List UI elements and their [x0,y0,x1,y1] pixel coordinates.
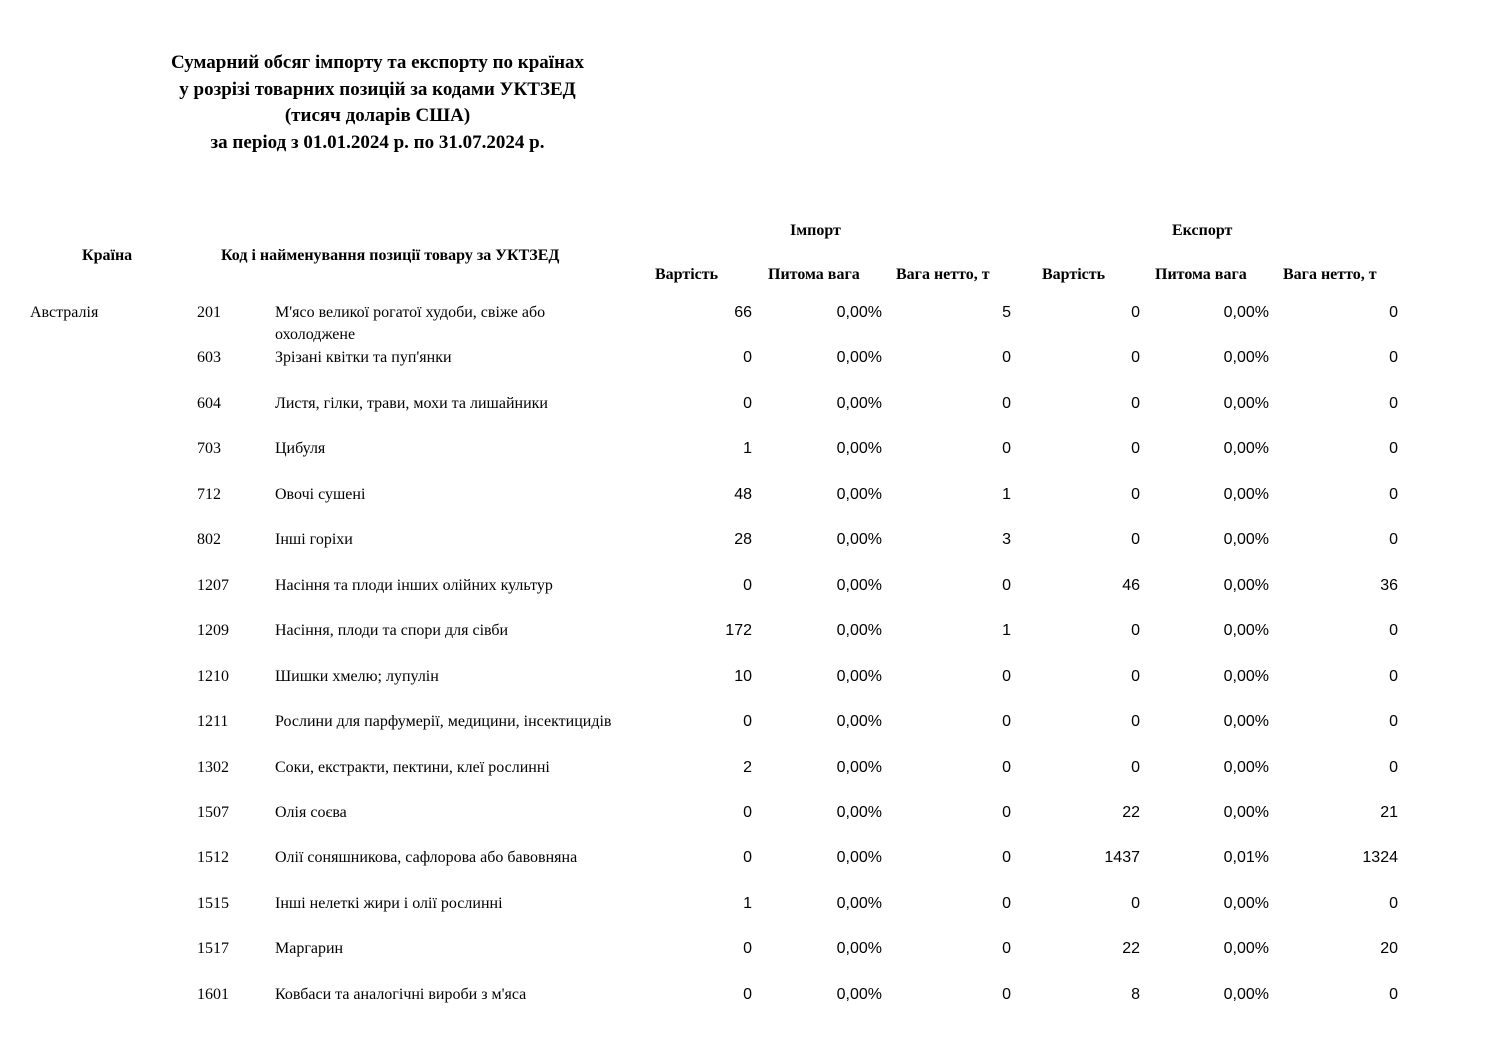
import-value-cell: 0 [743,713,752,731]
code-cell: 1211 [197,713,229,731]
export-weight-cell: 21 [1380,803,1398,821]
import-share-cell: 0,00% [836,985,882,1003]
product-name-cell: Олії соняшникова, сафлорова або бавовняна [275,849,578,867]
export-value-cell: 0 [1131,440,1140,458]
header-import-weight: Вага нетто, т [896,266,990,283]
import-weight-cell: 0 [1002,894,1011,912]
import-weight-cell: 0 [1002,803,1011,821]
export-share-cell: 0,00% [1223,349,1269,367]
title-line-4: за період з 01.01.2024 р. по 31.07.2024 р. [210,131,545,153]
export-value-cell: 0 [1131,758,1140,776]
import-share-cell: 0,00% [836,394,882,412]
export-share-cell: 0,00% [1223,985,1269,1003]
header-import: Імпорт [790,222,841,239]
import-weight-cell: 0 [1002,849,1011,867]
product-name-cell: Інші горіхи [275,531,353,549]
import-value-cell: 0 [743,394,752,412]
export-weight-cell: 0 [1389,440,1398,458]
export-weight-cell: 0 [1389,713,1398,731]
export-weight-cell: 0 [1389,531,1398,549]
title-line-3: (тисяч доларів США) [284,105,471,126]
import-weight-cell: 3 [1002,531,1011,549]
export-value-cell: 8 [1131,985,1140,1003]
product-name-cell: Листя, гілки, трави, мохи та лишайники [275,394,548,412]
export-value-cell: 0 [1131,304,1140,321]
code-cell: 703 [197,440,221,458]
import-share-cell: 0,00% [836,576,882,594]
import-weight-cell: 0 [1002,713,1011,731]
title-line-1: Сумарний обсяг імпорту та експорту по країнах [170,52,585,73]
product-name-cell: Олія соєва [275,803,347,821]
code-cell: 1507 [197,803,229,821]
product-name-cell: М'ясо великої рогатої худоби, свіже або охолоджене [275,304,546,343]
table-row [0,575,1497,620]
export-share-cell: 0,01% [1223,849,1269,867]
export-weight-cell: 0 [1389,758,1398,776]
import-value-cell: 2 [743,758,752,776]
export-weight-cell: 0 [1389,485,1398,503]
import-value-cell: 66 [734,304,752,321]
code-cell: 1302 [197,758,229,776]
import-share-cell: 0,00% [836,304,882,321]
table-row [0,529,1497,574]
import-share-cell: 0,00% [836,349,882,367]
export-share-cell: 0,00% [1223,485,1269,503]
export-value-cell: 0 [1131,713,1140,731]
code-cell: 1517 [197,940,229,958]
export-share-cell: 0,00% [1223,667,1269,685]
import-share-cell: 0,00% [836,849,882,867]
import-weight-cell: 0 [1002,440,1011,458]
code-cell: 604 [197,394,221,412]
import-weight-cell: 0 [1002,667,1011,685]
import-value-cell: 1 [743,894,752,912]
table-row [0,347,1497,392]
import-weight-cell: 0 [1002,940,1011,958]
product-name-cell: Насіння, плоди та спори для сівби [275,622,509,640]
code-cell: 1209 [197,622,229,640]
export-weight-cell: 20 [1380,940,1398,958]
product-name-cell: Насіння та плоди інших олійних культур [275,576,553,594]
product-name-cell: Ковбаси та аналогічні вироби з м'яса [275,985,527,1003]
export-share-cell: 0,00% [1223,758,1269,776]
import-share-cell: 0,00% [836,485,882,503]
code-cell: 1207 [197,576,229,594]
header-export-weight: Вага нетто, т [1283,266,1377,283]
import-value-cell: 172 [725,622,752,640]
product-name-cell: Інші нелеткі жири і олії рослинні [275,894,503,912]
export-share-cell: 0,00% [1223,440,1269,458]
export-share-cell: 0,00% [1223,894,1269,912]
export-weight-cell: 36 [1380,576,1398,594]
export-share-cell: 0,00% [1223,713,1269,731]
header-code-name: Код і найменування позиції товару за УКТЗЕД [221,247,560,264]
export-weight-cell: 0 [1389,985,1398,1003]
product-name-cell: Рослини для парфумерії, медицини, інсектицидів [275,713,612,731]
export-weight-cell: 0 [1389,667,1398,685]
import-share-cell: 0,00% [836,622,882,640]
export-weight-cell: 0 [1389,304,1398,321]
export-share-cell: 0,00% [1223,531,1269,549]
title-line-2: у розрізі товарних позицій за кодами УКТЗЕД [179,78,576,100]
header-export-value: Вартість [1042,266,1106,283]
table-row [0,666,1497,711]
import-share-cell: 0,00% [836,758,882,776]
export-share-cell: 0,00% [1223,622,1269,640]
export-value-cell: 0 [1131,531,1140,549]
product-name-cell: Цибуля [275,440,326,458]
export-value-cell: 46 [1122,576,1140,594]
export-share-cell: 0,00% [1223,803,1269,821]
code-cell: 603 [197,349,221,367]
product-name-cell: Шишки хмелю; лупулін [275,667,439,685]
header-country: Країна [82,247,133,264]
import-share-cell: 0,00% [836,713,882,731]
import-value-cell: 1 [743,440,752,458]
product-name-cell: Зрізані квітки та пуп'янки [275,349,452,367]
export-value-cell: 0 [1131,667,1140,685]
code-cell: 712 [197,485,221,503]
import-share-cell: 0,00% [836,803,882,821]
table-row [0,711,1497,756]
table-row [0,802,1497,847]
import-value-cell: 48 [734,485,752,503]
import-weight-cell: 0 [1002,349,1011,367]
export-weight-cell: 0 [1389,622,1398,640]
import-weight-cell: 0 [1002,758,1011,776]
export-share-cell: 0,00% [1223,394,1269,412]
export-value-cell: 1437 [1104,849,1140,867]
import-weight-cell: 1 [1002,622,1011,640]
import-value-cell: 0 [743,940,752,958]
table-row [0,938,1497,983]
import-weight-cell: 5 [1002,304,1011,321]
header-export-share: Питома вага [1155,266,1247,283]
table-row [0,847,1497,892]
export-weight-cell: 1324 [1362,849,1398,867]
export-value-cell: 0 [1131,394,1140,412]
import-value-cell: 0 [743,985,752,1003]
import-weight-cell: 1 [1002,485,1011,503]
table-row [0,438,1497,483]
export-share-cell: 0,00% [1223,576,1269,594]
code-cell: 201 [197,304,221,321]
code-cell: 1512 [197,849,229,867]
product-name-cell: Соки, екстракти, пектини, клеї рослинні [275,758,550,776]
code-cell: 802 [197,531,221,549]
table-row [0,620,1497,665]
import-share-cell: 0,00% [836,667,882,685]
import-value-cell: 10 [734,667,752,685]
table-row [0,893,1497,938]
export-share-cell: 0,00% [1223,940,1269,958]
header-import-value: Вартість [655,266,719,283]
code-cell: 1515 [197,894,229,912]
export-value-cell: 0 [1131,622,1140,640]
export-weight-cell: 0 [1389,349,1398,367]
export-weight-cell: 0 [1389,394,1398,412]
product-name-cell: Маргарин [275,940,344,958]
table-row [0,984,1497,1029]
export-value-cell: 0 [1131,894,1140,912]
export-share-cell: 0,00% [1223,304,1269,321]
import-value-cell: 28 [734,531,752,549]
export-weight-cell: 0 [1389,894,1398,912]
header-import-share: Питома вага [768,266,860,283]
import-share-cell: 0,00% [836,940,882,958]
import-share-cell: 0,00% [836,894,882,912]
import-value-cell: 0 [743,849,752,867]
export-value-cell: 22 [1122,940,1140,958]
import-value-cell: 0 [743,349,752,367]
product-name-cell: Овочі сушені [275,485,366,503]
export-value-cell: 0 [1131,349,1140,367]
header-export: Експорт [1172,222,1233,239]
table-row [0,302,1497,347]
import-value-cell: 0 [743,576,752,594]
country-cell: Австралія [30,304,99,321]
export-value-cell: 22 [1122,803,1140,821]
code-cell: 1601 [197,985,229,1003]
table-row [0,393,1497,438]
table-row [0,484,1497,529]
import-weight-cell: 0 [1002,985,1011,1003]
import-value-cell: 0 [743,803,752,821]
export-value-cell: 0 [1131,485,1140,503]
table-row [0,757,1497,802]
import-weight-cell: 0 [1002,394,1011,412]
import-share-cell: 0,00% [836,531,882,549]
report-title [130,50,625,156]
import-share-cell: 0,00% [836,440,882,458]
code-cell: 1210 [197,667,229,685]
import-weight-cell: 0 [1002,576,1011,594]
